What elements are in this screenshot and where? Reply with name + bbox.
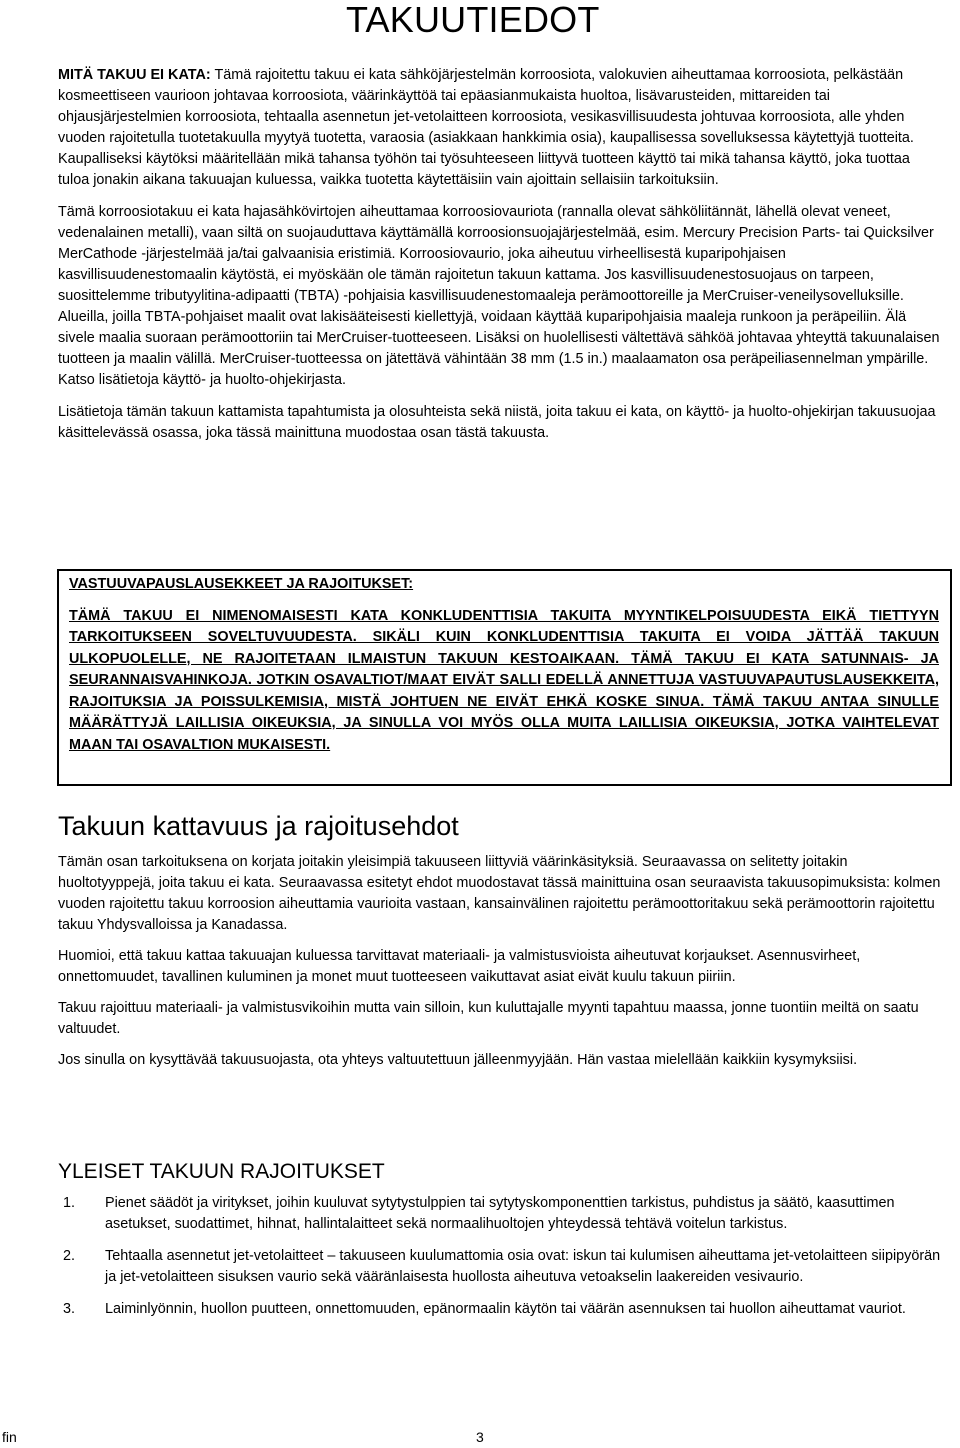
scope-paragraph-3: Takuu rajoittuu materiaali- ja valmistusvikoihin mutta vain silloin, kun kuluttajalle myynti tapahtuu maassa, jonne tuontiin meiltä on saatu valtuudet. xyxy=(58,1000,919,1037)
footer-language-code: fin xyxy=(2,1429,17,1445)
disclaimer-box xyxy=(57,569,952,786)
scope-heading: Takuun kattavuus ja rajoitusehdot xyxy=(58,811,459,841)
list-item xyxy=(58,1299,944,1320)
not-covered-label: MITÄ TAKUU EI KATA: xyxy=(58,67,211,83)
list-item-number: 1. xyxy=(63,1195,76,1211)
list-item-number: 3. xyxy=(63,1301,76,1317)
not-covered-section xyxy=(58,65,944,444)
disclaimer-body: TÄMÄ TAKUU EI NIMENOMAISESTI KATA KONKLUDENTTISIA TAKUITA MYYNTIKELPOISUUDESTA EIKÄ TIETTYYN TARKOITUKSEEN SOVELTUVUUDESTA. SIKÄLI KUIN KONKLUDENTTISIA TAKUITA EI VOIDA JÄTTÄÄ TAKUUN ULKOPUOLELLE, NE RAJOITETAAN ILMAISTUN TAKUUN KESTOAIKAAN. TÄMÄ TAKUU EI KATA SATUNNAIS- JA SEURANNAISVAHINKOJA. JOTKIN OSAVALTIOT/MAAT EIVÄT SALLI EDELLÄ ANNETTUJA VASTUUVAPAUTUSLAUSEKKEITA, RAJOITUKSIA JA POISSULKEMISIA, MISTÄ JOHTUEN NE EIVÄT EHKÄ KOSKE SINUA. TÄMÄ TAKUU ANTAA SINULLE MÄÄRÄTTYJÄ LAILLISIA OIKEUKSIA, JA SINULLA VOI MYÖS OLLA MUITA LAILLISIA OIKEUKSIA, JOTKA VAIHTELEVAT MAAN TAI OSAVALTION MUKAISESTI. xyxy=(69,607,939,753)
disclaimer-heading: VASTUUVAPAUSLAUSEKKEET JA RAJOITUKSET: xyxy=(69,576,414,592)
not-covered-paragraph-1 xyxy=(58,65,944,191)
scope-section xyxy=(58,852,944,1071)
scope-paragraph-2: Huomioi, että takuu kattaa takuuajan kuluessa tarvittavat materiaali- ja valmistusvioista aiheutuvat korjaukset. Asennusvirheet, onnettomuudet, tavallinen kuluminen ja monet muut tuotteeseen vaikuttavat asiat eivät kuulu takuun piiriin. xyxy=(58,948,861,985)
not-covered-paragraph-3: Lisätietoja tämän takuun kattamista tapahtumista ja olosuhteista sekä niistä, joita takuu ei kata, on käyttö- ja huolto-ohjekirjan takuusuojaa käsittelevässä osassa, joka tässä mainittuna muodostaa osan tästä takuusta. xyxy=(58,404,936,441)
footer-page-number: 3 xyxy=(476,1429,484,1445)
not-covered-paragraph-2: Tämä korroosiotakuu ei kata hajasähkövirtojen aiheuttamaa korroosiovauriota (rannalla olevat sähköliitännät, lähellä olevat veneet, vedenalainen metalli), vaan siltä on suojauduttava käyttämällä korroosionsuojajärjestelmää, esim. Mercury Precision Parts- tai Quicksilver MerCathode -järjestelmää ja/tai galvaanisia eristimiä. Korroosiovaurio, joka aiheutuu virheellisestä kuparipohjaisen kasvillisuudenestomaalin käytöstä, ei myöskään ole tämän rajoitetun takuun kattama. Jos kasvillisuudenestosuojaus on tarpeen, suosittelemme tributyylitina-adipaatti (TBTA) -pohjaisia kasvillisuudenestomaaleja perämoottoreille ja MerCruiser-veneilysovelluksille. Alueilla, joilla TBTA-pohjaiset maalit ovat lakisääteisesti kiellettyjä, voidaan käyttää kuparipohjaisia maaleja runkoon ja peräpeiliin. Älä sivele maalia suoraan perämoottoriin tai MerCruiser-tuotteeseen. Lisäksi on huolellisesti vältettävä sähköä johtavaa yhteyttä takuunalaisen tuotteen ja maalin välillä. MerCruiser-tuotteessa on jätettävä vähintään 38 mm (1.5 in.) maalaamaton osa peräpeiliasennelman ympärille. Katso lisätietoja käyttö- ja huolto-ohjekirjasta. xyxy=(58,204,940,388)
general-limitations-heading: YLEISET TAKUUN RAJOITUKSET xyxy=(58,1160,385,1183)
list-item xyxy=(58,1193,944,1235)
list-item xyxy=(58,1246,944,1288)
list-item-number: 2. xyxy=(63,1248,76,1264)
scope-paragraph-4: Jos sinulla on kysyttävää takuusuojasta, ota yhteys valtuutettuun jälleenmyyjään. Hän vastaa mielellään kaikkiin kysymyksiisi. xyxy=(58,1052,858,1068)
not-covered-text-1: Tämä rajoitettu takuu ei kata sähköjärjestelmän korroosiota, valokuvien aiheuttamaa korroosiota, pelkästään kosmeettiseen vaurioon johtavaa korroosiota, väärinkäyttöä tai epäasianmukaista huoltoa, lisävarusteiden, mittareiden tai ohjausjärjestelmien korroosiota, tehtaalla asennetun jet-vetolaitteen korroosiota, vesikasvillisuudesta johtuvaa korroosiota, alle yhden vuoden rajoitetulla tuotetakuulla myytyä tuotetta, varaosia (asiakkaan hankkimia osia), kaupallisessa sovelluksessa käytettyjä tuotteita. Kaupalliseksi käytöksi määritellään mikä tahansa työhön tai työsuhteeseen liittyvä tuotteen käyttö tai mikä tahansa käyttö, joka tuottaa tuloa jonakin aikana takuuajan kuluessa, vaikka tuotetta käytettäisiin vain ajoittain sellaisiin tarkoituksiin. xyxy=(58,67,914,188)
list-item-text: Laiminlyönnin, huollon puutteen, onnettomuuden, epänormaalin käytön tai väärän asennuksen tai huollon aiheuttamat vauriot. xyxy=(105,1301,906,1317)
document-title: TAKUUTIEDOT xyxy=(346,0,600,40)
general-limitations-list xyxy=(58,1193,944,1320)
list-item-text: Pienet säädöt ja viritykset, joihin kuuluvat sytytystulppien tai sytytyskomponenttien tarkistus, puhdistus ja säätö, kaasuttimen asetukset, suodattimet, hihnat, hallintalaitteet sekä normaalihuoltojen yhteydessä tehtävä voitelun tarkistus. xyxy=(105,1195,895,1232)
scope-paragraph-1: Tämän osan tarkoituksena on korjata joitakin yleisimpiä takuuseen liittyviä väärinkäsityksiä. Seuraavassa on selitetty joitakin huoltotyyppejä, joita takuu ei kata. Seuraavassa esitetyt ehdot muodostavat tässä mainittuina osan seuraavista takuusopimuksista: kolmen vuoden rajoitettu takuu korroosion aiheuttamia vaurioita vastaan, kansainvälinen rajoitettu perämoottoritakuu sekä perämoottorin rajoitettu takuu Yhdysvalloissa ja Kanadassa. xyxy=(58,854,941,933)
list-item-text: Tehtaalla asennetut jet-vetolaitteet – takuuseen kuulumattomia osia ovat: iskun tai kulumisen aiheuttama jet-vetolaitteen siipipyörän ja jet-vetolaitteen sisuksen vaurio sekä vääränlaisesta huollosta aiheutuva vetoakselin laakereiden vesivaurio. xyxy=(105,1248,941,1285)
disclaimer-content xyxy=(69,574,939,756)
